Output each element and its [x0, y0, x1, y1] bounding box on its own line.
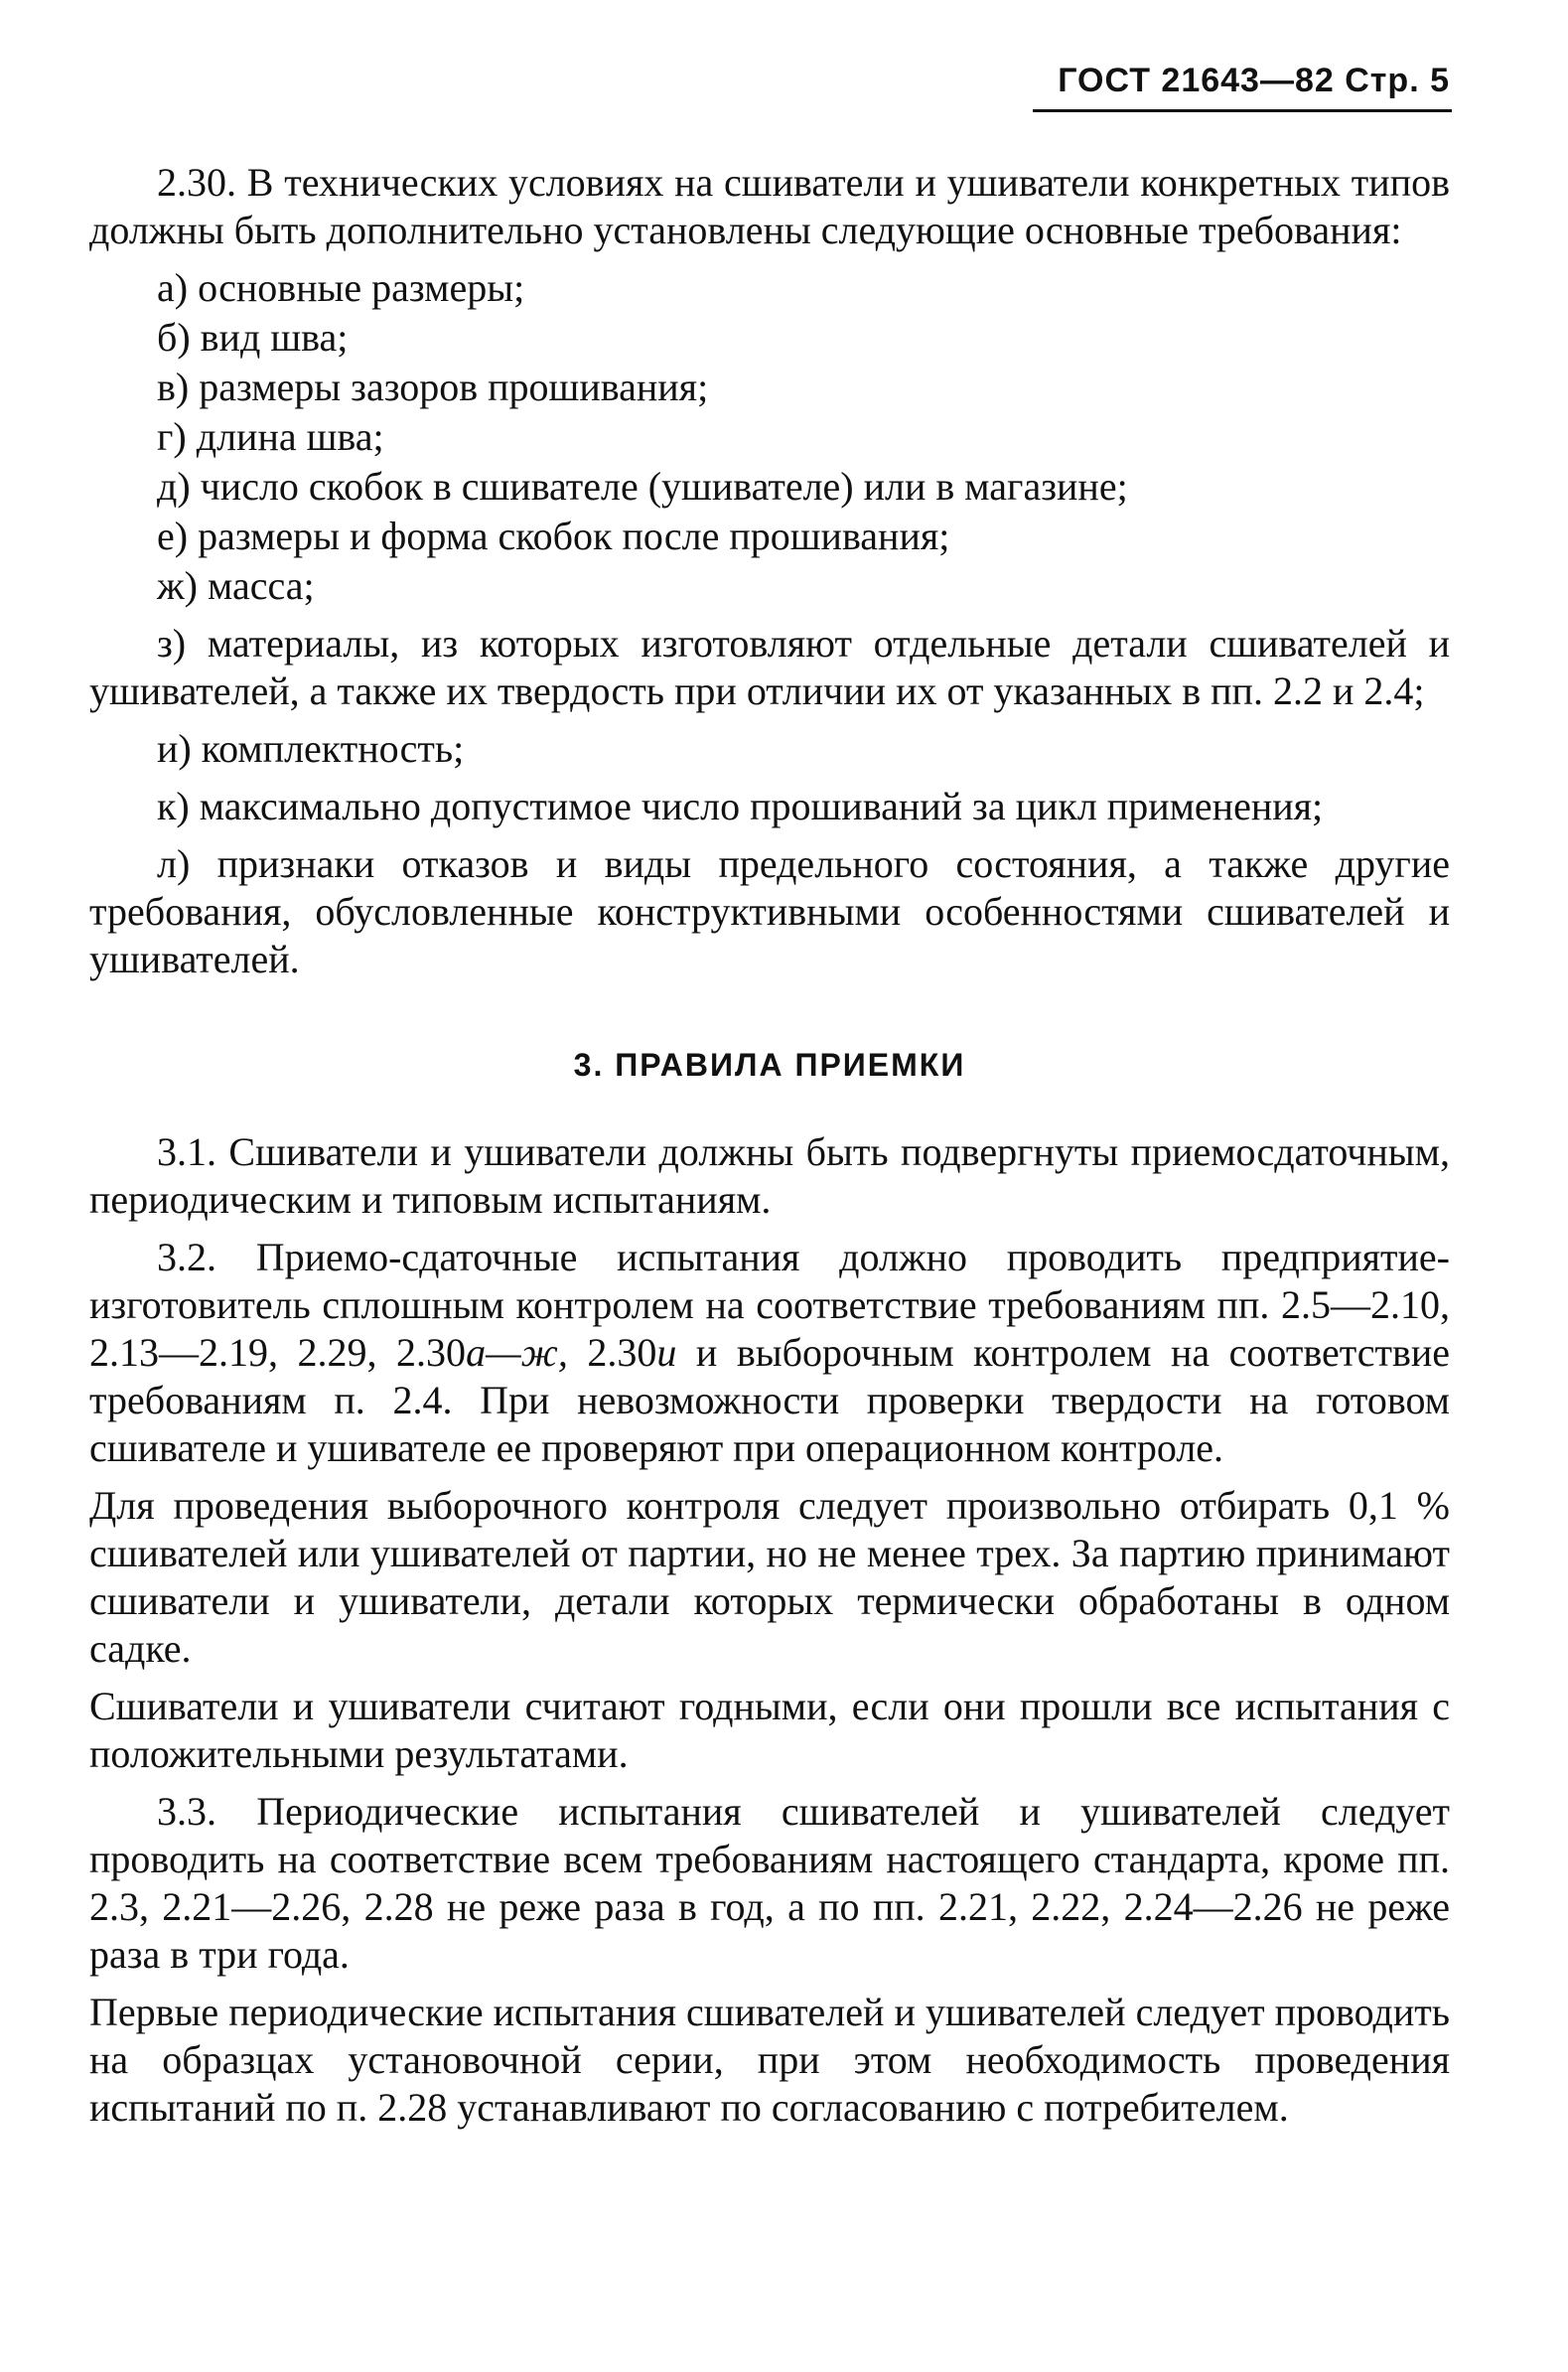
list-item: в) размеры зазоров прошивания; — [157, 365, 709, 409]
list-item: к) максимально допустимое число прошиваний за цикл применения; — [157, 784, 1324, 828]
list-item: а) основные размеры; — [157, 265, 525, 310]
paragraph-3-2-sampling: Для проведения выборочного контроля следует произвольно отбирать 0,1 % сшивателей или ушивателей от партии, но не менее трех. За партию принимают сшиватели и ушиватели, детали которых термически обработаны в одном садке. — [89, 1483, 1450, 1671]
list-item: г) длина шва; — [157, 414, 384, 459]
page-header: ГОСТ 21643—82 Стр. 5 — [1058, 62, 1450, 99]
paragraph-3-2-italic-ref: а—ж, — [466, 1330, 568, 1375]
paragraph-3-3-first: Первые периодические испытания сшивателей и ушивателей следует проводить на образцах установочной серии, при этом необходимость проведения испытаний по п. 2.28 устанавливают по согласованию с потребителем. — [89, 1990, 1450, 2130]
paragraph-3-3: 3.3. Периодические испытания сшивателей и ушивателей следует проводить на соответствие всем требованиям настоящего стандарта, кроме пп. 2.3, 2.21—2.26, 2.28 не реже раза в год, а по пп. 2.21, 2.22, 2.24—2.26 не реже раза в три года. — [89, 1789, 1450, 1977]
paragraph-3-1: 3.1. Сшиватели и ушиватели должны быть подвергнуты приемосдаточным, периодическим и типовым испытаниям. — [89, 1129, 1450, 1222]
list-item: з) материалы, из которых изготовляют отдельные детали сшивателей и ушивателей, а также их твердость при отличии их от указанных в пп. 2.2 и 2.4; — [89, 621, 1450, 713]
page-content — [89, 159, 1450, 2142]
header-rule — [1033, 109, 1452, 112]
list-item: б) вид шва; — [157, 315, 349, 360]
list-item: ж) масса; — [157, 563, 315, 608]
paragraph-3-2-text: и выборочным контролем на соответствие требованиям п. 2.4. При невозможности проверки твердости на готовом сшивателе и ушивателе ее проверяют при операционном контроле. — [89, 1330, 1451, 1470]
paragraph-3-2-italic-ref: и — [656, 1330, 677, 1375]
list-item: л) признаки отказов и виды предельного состояния, а также другие требования, обусловленные конструктивными особенностями сшивателей и ушивателей. — [89, 841, 1450, 981]
paragraph-3-2-valid: Сшиватели и ушиватели считают годными, если они прошли все испытания с положительными результатами. — [89, 1684, 1450, 1776]
paragraph-3-2-text: 3.2. Приемо-сдаточные испытания должно проводить предприятие-изготовитель сплошным контролем на соответствие требованиям пп. 2.5—2.10, 2.13—2.19, 2.29, 2.30 — [89, 1235, 1450, 1375]
section-title: 3. ПРАВИЛА ПРИЕМКИ — [573, 1047, 966, 1083]
requirements-list — [89, 264, 1450, 983]
paragraph-3-2 — [89, 1234, 1450, 1472]
list-item: и) комплектность; — [157, 726, 465, 771]
list-item: е) размеры и форма скобок после прошивания; — [157, 514, 950, 558]
paragraph-3-2-text: 2.30 — [567, 1330, 657, 1375]
list-item: д) число скобок в сшивателе (ушивателе) или в магазине; — [157, 464, 1128, 509]
paragraph-2-30: 2.30. В технических условиях на сшиватели и ушиватели конкретных типов должны быть дополнительно установлены следующие основные требования: — [89, 160, 1450, 252]
